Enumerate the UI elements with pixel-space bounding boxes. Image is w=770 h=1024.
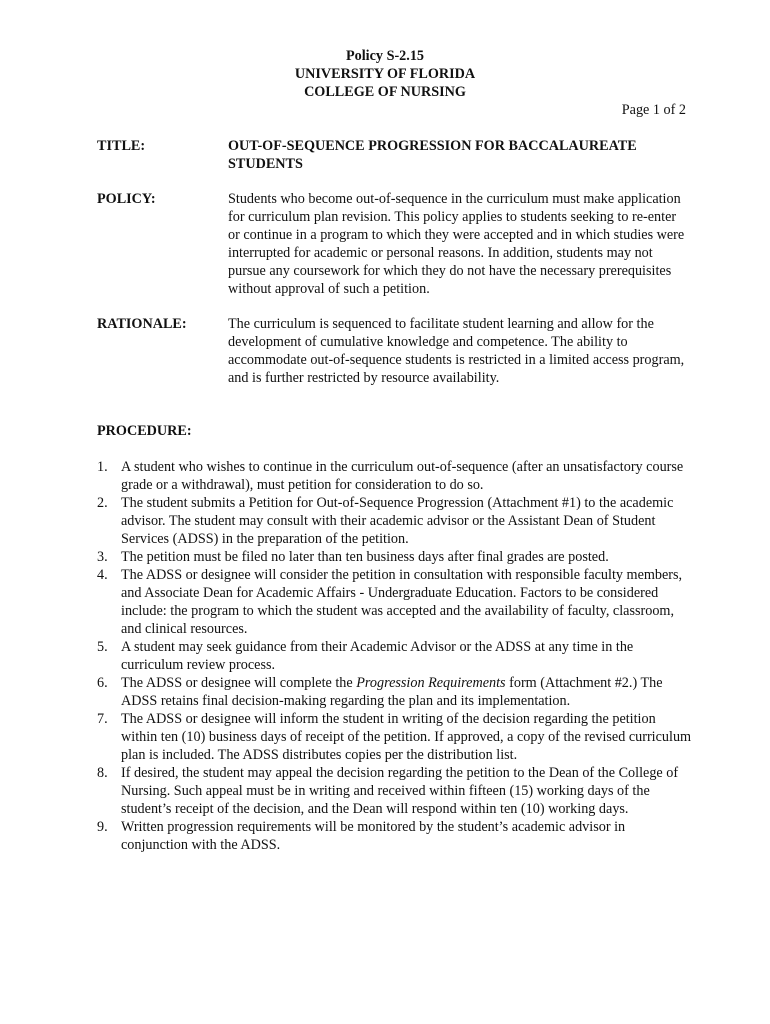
step-number: 3.: [97, 549, 108, 565]
step-text: The ADSS or designee will consider the petition in consultation with responsible faculty members, and Associate Dean for Academic Affairs - Undergraduate Education. Factors to be considered include: the program to which the student was accepted and the availability of faculty, classroom, and clinical resources.: [121, 567, 683, 637]
step-number: 6.: [97, 675, 108, 691]
step-text: A student may seek guidance from their Academic Advisor or the ADSS at any time in the curriculum review process.: [121, 639, 634, 673]
list-item: [97, 764, 693, 818]
procedure-heading: PROCEDURE:: [97, 423, 192, 439]
list-item: [97, 638, 693, 674]
step-number: 7.: [97, 711, 108, 727]
procedure-list: [97, 458, 693, 854]
list-item: [97, 818, 693, 854]
list-item: [97, 566, 693, 638]
step-number: 9.: [97, 819, 108, 835]
step-number: 2.: [97, 495, 108, 511]
list-item: [97, 710, 693, 764]
step-number: 1.: [97, 459, 108, 475]
step-text: The petition must be filed no later than ten business days after final grades are posted.: [121, 549, 609, 565]
policy-text: Students who become out-of-sequence in the curriculum must make application for curriculum plan revision. This policy applies to students seeking to re-enter or continue in a program to which they were accepted and in which studies were interrupted for academic or personal reasons. In addition, students may not pursue any coursework for which they do not have the necessary prerequisites without approval of such a petition.: [228, 191, 685, 297]
step-text: If desired, the student may appeal the decision regarding the petition to the Dean of the College of Nursing. Such appeal must be in writing and received within fifteen (15) working days of the student’s receipt of the decision, and the Dean will respond within ten (10) working days.: [121, 765, 679, 817]
list-item: [97, 674, 693, 710]
step-text: A student who wishes to continue in the curriculum out-of-sequence (after an unsatisfactory course grade or a withdrawal), must petition for consideration to do so.: [121, 459, 684, 493]
step-number: 5.: [97, 639, 108, 655]
step-text: Written progression requirements will be monitored by the student’s academic advisor in conjunction with the ADSS.: [121, 819, 626, 853]
policy-number: Policy S-2.15: [345, 48, 425, 64]
college-name: COLLEGE OF NURSING: [304, 84, 466, 100]
page-indicator: Page 1 of 2: [621, 102, 686, 118]
university-name: UNIVERSITY OF FLORIDA: [294, 66, 476, 82]
step-text: The ADSS or designee will inform the student in writing of the decision regarding the petition within ten (10) business days of receipt of the petition. If approved, a copy of the revised curriculum plan is included. The ADSS distributes copies per the distribution list.: [121, 711, 692, 763]
step-text-before: The ADSS or designee will complete the: [121, 675, 357, 691]
rationale-label: RATIONALE:: [97, 316, 187, 332]
progression-requirements-emphasis: Progression Requirements: [356, 675, 506, 691]
list-item: [97, 494, 693, 548]
title-label: TITLE:: [97, 138, 146, 154]
step-text-after: form (Attachment #2.) The ADSS retains final decision-making regarding the plan and its implementation.: [121, 675, 663, 709]
step-text: The student submits a Petition for Out-of-Sequence Progression (Attachment #1) to the academic advisor. The student may consult with their academic advisor or the Assistant Dean of Student Services (ADSS) in the preparation of the petition.: [121, 495, 674, 547]
rationale-text: The curriculum is sequenced to facilitate student learning and allow for the development of cumulative knowledge and competence. The ability to accommodate out-of-sequence students is restricted in a limited access program, and is further restricted by resource availability.: [228, 316, 685, 386]
step-number: 4.: [97, 567, 108, 583]
step-number: 8.: [97, 765, 108, 781]
list-item: [97, 548, 693, 566]
list-item: [97, 458, 693, 494]
title-text: OUT-OF-SEQUENCE PROGRESSION FOR BACCALAUREATE STUDENTS: [228, 138, 637, 172]
document-header: [0, 47, 770, 101]
policy-label: POLICY:: [97, 191, 156, 207]
